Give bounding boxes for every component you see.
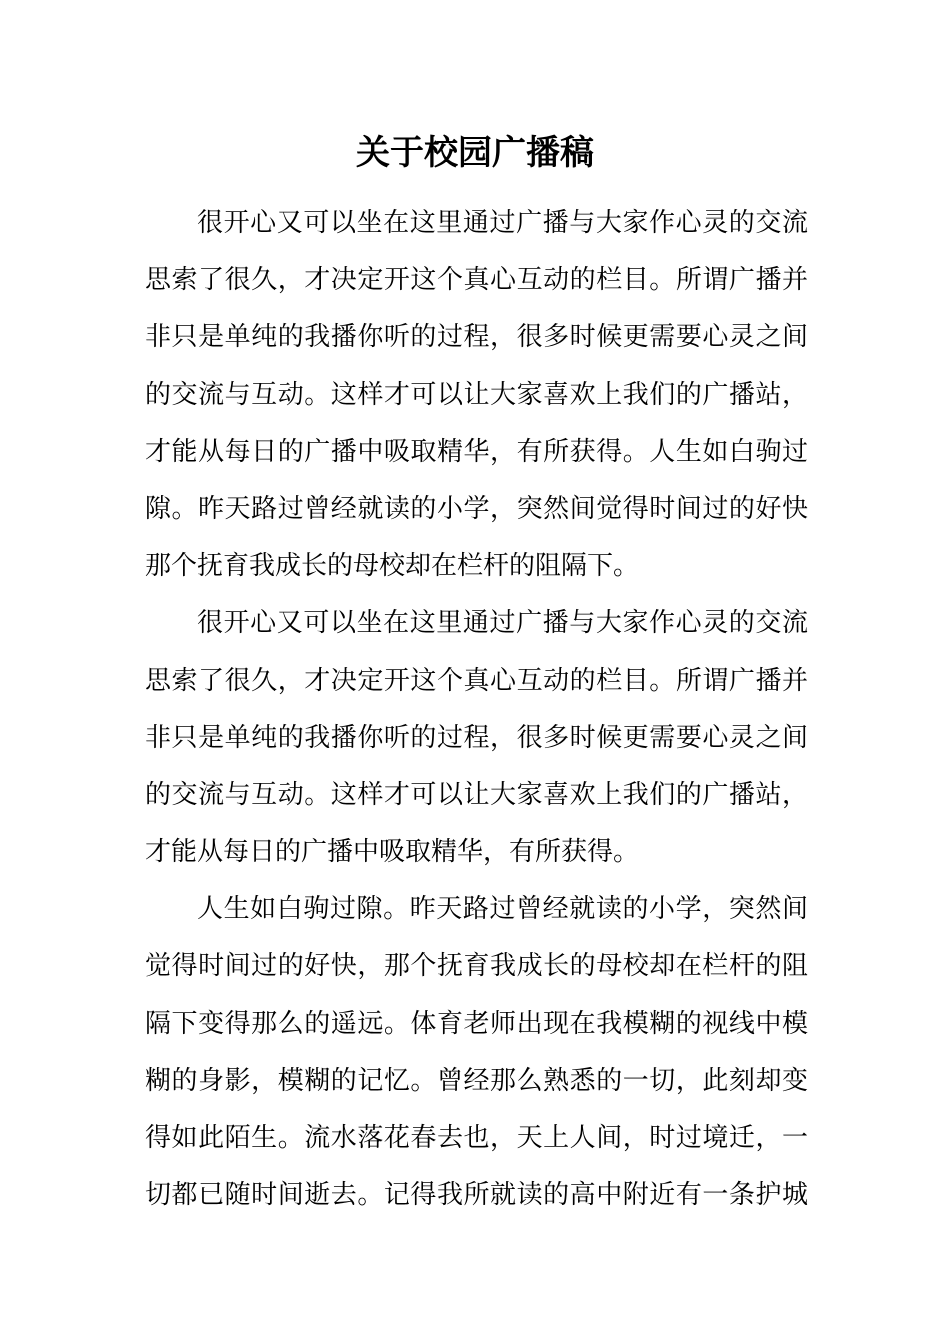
paragraph-first-line: 很开心又可以坐在这里通过广播与大家作心灵的交流 — [197, 608, 808, 639]
paragraph-line: 糊的身影，模糊的记忆。曾经那么熟悉的一切，此刻却变 — [145, 1065, 808, 1096]
paragraph-line: 才能从每日的广播中吸取精华，有所获得。 — [145, 837, 640, 868]
paragraph-line: 隔下变得那么的遥远。体育老师出现在我模糊的视线中模 — [145, 1008, 808, 1039]
paragraph-line: 觉得时间过的好快，那个抚育我成长的母校却在栏杆的阻 — [145, 951, 808, 982]
paragraph-line: 思索了很久，才决定开这个真心互动的栏目。所谓广播并 — [145, 665, 808, 696]
document-body — [145, 195, 808, 1224]
paragraph-first-line: 人生如白驹过隙。昨天路过曾经就读的小学，突然间 — [197, 894, 808, 925]
paragraph-line: 的交流与互动。这样才可以让大家喜欢上我们的广播站， — [145, 379, 808, 410]
paragraph-line: 非只是单纯的我播你听的过程，很多时候更需要心灵之间 — [145, 722, 808, 753]
paragraph-first-line: 很开心又可以坐在这里通过广播与大家作心灵的交流 — [197, 208, 808, 238]
paragraph-line: 的交流与互动。这样才可以让大家喜欢上我们的广播站， — [145, 779, 808, 810]
paragraph-line: 非只是单纯的我播你听的过程，很多时候更需要心灵之间 — [145, 322, 808, 353]
document-title: 关于校园广播稿 — [356, 133, 594, 173]
paragraph-line: 得如此陌生。流水落花春去也，天上人间，时过境迁，一 — [145, 1123, 808, 1153]
paragraph-line: 切都已随时间逝去。记得我所就读的高中附近有一条护城 — [145, 1180, 808, 1211]
paragraph-line: 隙。昨天路过曾经就读的小学，突然间觉得时间过的好快 — [145, 493, 808, 524]
paragraph-line: 那个抚育我成长的母校却在栏杆的阻隔下。 — [145, 551, 640, 582]
paragraph-line: 思索了很久，才决定开这个真心互动的栏目。所谓广播并 — [145, 265, 808, 296]
paragraph-line: 才能从每日的广播中吸取精华，有所获得。人生如白驹过 — [145, 436, 808, 467]
